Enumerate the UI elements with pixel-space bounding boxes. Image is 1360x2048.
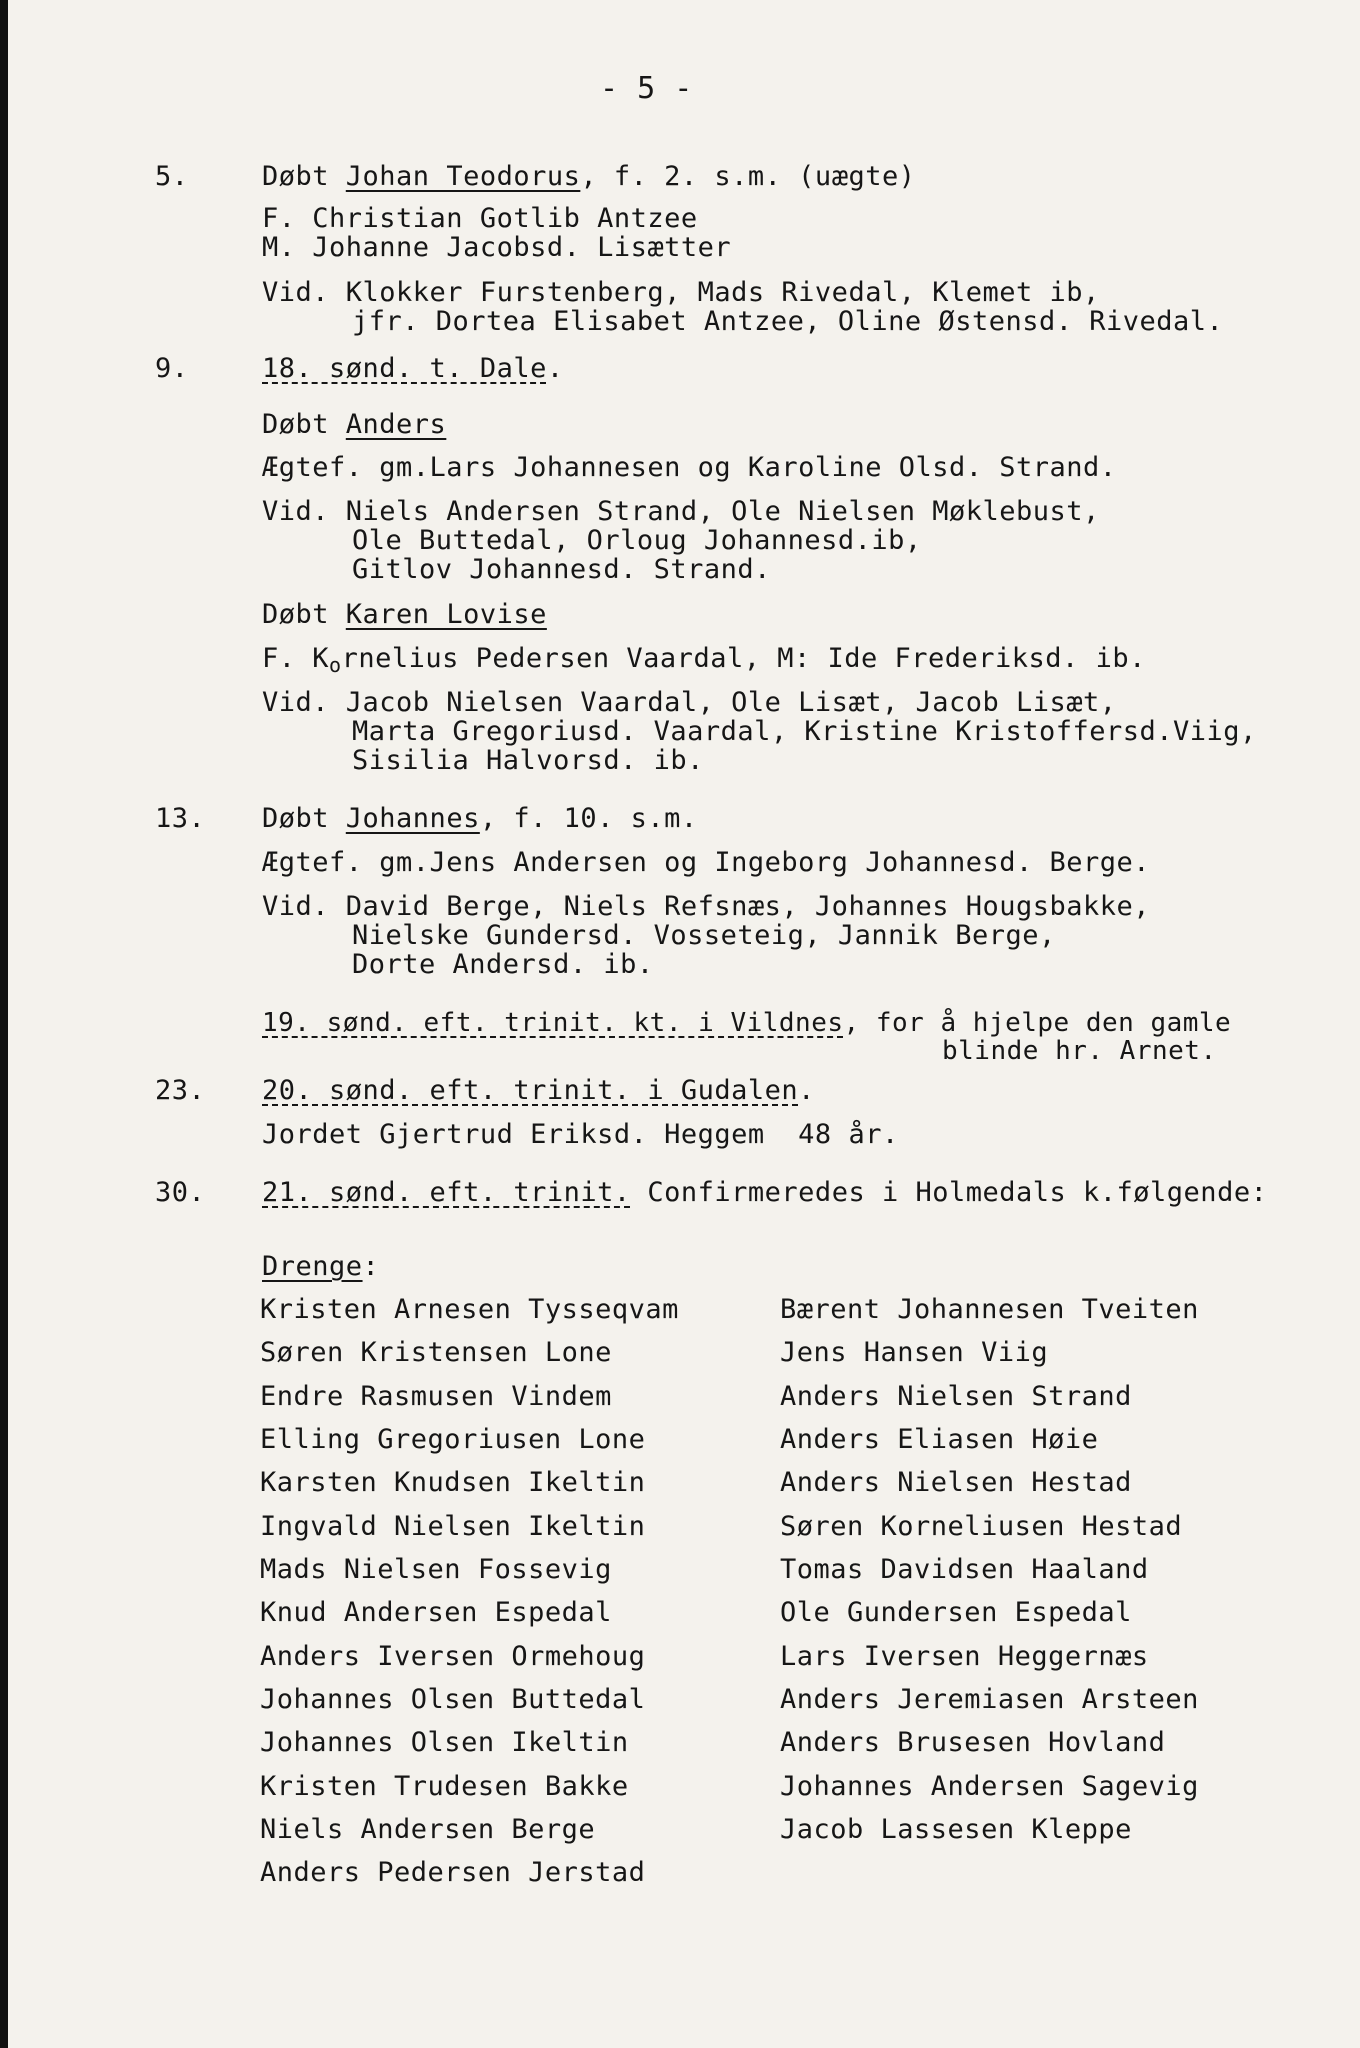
entry-9b-witnesses-3: Sisilia Halvorsd. ib. — [352, 745, 704, 776]
boy-left: Kristen Trudesen Bakke — [260, 1771, 629, 1802]
parents-part-a: F. K — [262, 643, 330, 674]
entry-19-line-1 — [262, 1008, 1231, 1038]
boy-right: Bærent Johannesen Tveiten — [780, 1294, 1199, 1325]
parents-part-b: rnelius Pedersen Vaardal, M: Ide Frederiksd. ib. — [341, 643, 1146, 674]
baptism-label: Døbt — [262, 599, 346, 630]
boys-heading-text: Drenge — [262, 1251, 363, 1282]
sunday-heading: 18. sønd. t. Dale — [262, 353, 547, 384]
entry-23-burial: Jordet Gjertrud Eriksd. Heggem 48 år. — [262, 1119, 899, 1150]
child-name: Anders — [345, 409, 447, 440]
boys-heading — [262, 1252, 379, 1282]
entry-9b-witnesses-1: Vid. Jacob Nielsen Vaardal, Ole Lisæt, Jacob Lisæt, — [262, 687, 1117, 718]
boy-left: Johannes Olsen Ikeltin — [260, 1727, 629, 1758]
note: , for å hjelpe den gamle — [843, 1008, 1232, 1038]
boy-right: Jens Hansen Viig — [780, 1337, 1049, 1368]
entry-9a-witnesses-3: Gitlov Johannesd. Strand. — [352, 554, 771, 585]
boy-left: Anders Iversen Ormehoug — [260, 1641, 646, 1672]
entry-5-witnesses-2: jfr. Dortea Elisabet Antzee, Oline Østensd. Rivedal. — [352, 306, 1224, 337]
entry-13-witnesses-3: Dorte Andersd. ib. — [352, 949, 654, 980]
boy-right: Søren Korneliusen Hestad — [780, 1511, 1183, 1542]
boy-right: Ole Gundersen Espedal — [780, 1597, 1132, 1628]
entry-5-line-1 — [262, 162, 915, 192]
entry-13-day: 13. — [155, 803, 206, 834]
boy-left: Knud Andersen Espedal — [260, 1597, 612, 1628]
entry-23-heading — [262, 1076, 815, 1106]
boy-left: Anders Pedersen Jerstad — [260, 1857, 646, 1888]
entry-30-day: 30. — [155, 1177, 206, 1208]
sunday-heading: 19. sønd. eft. trinit. kt. i Vildnes — [262, 1008, 844, 1038]
sunday-heading: 20. sønd. eft. trinit. i Gudalen — [262, 1075, 799, 1106]
baptism-label: Døbt — [262, 803, 346, 834]
boy-left: Søren Kristensen Lone — [260, 1337, 612, 1368]
boy-right: Anders Brusesen Hovland — [780, 1727, 1166, 1758]
boy-left: Mads Nielsen Fossevig — [260, 1554, 612, 1585]
birth-info: , f. 10. s.m. — [479, 803, 698, 834]
boy-right: Anders Nielsen Strand — [780, 1381, 1132, 1412]
entry-9a-witnesses-2: Ole Buttedal, Orloug Johannesd.ib, — [352, 525, 922, 556]
parents-subscript: o — [329, 653, 342, 677]
boy-left: Kristen Arnesen Tysseqvam — [260, 1294, 679, 1325]
entry-13-witnesses-2: Nielske Gundersd. Vosseteig, Jannik Berge, — [352, 920, 1056, 951]
boy-right: Anders Eliasen Høie — [780, 1424, 1099, 1455]
boy-left: Elling Gregoriusen Lone — [260, 1424, 646, 1455]
boy-right: Johannes Andersen Sagevig — [780, 1771, 1199, 1802]
entry-9b-parents — [262, 644, 1146, 675]
sunday-heading: 21. sønd. eft. trinit. — [262, 1177, 631, 1208]
entry-13-parents: Ægtef. gm.Jens Andersen og Ingeborg Johannesd. Berge. — [262, 847, 1151, 878]
entry-13-line-1 — [262, 804, 698, 834]
boy-right: Anders Nielsen Hestad — [780, 1467, 1132, 1498]
entry-9a-line-1 — [262, 410, 446, 440]
entry-5-father: F. Christian Gotlib Antzee — [262, 203, 698, 234]
heading-end: . — [798, 1075, 815, 1106]
birth-info: , f. 2. s.m. (uægte) — [580, 161, 916, 192]
entry-19-line-2: blinde hr. Arnet. — [942, 1036, 1217, 1066]
boy-right: Lars Iversen Heggernæs — [780, 1641, 1149, 1672]
entry-9a-parents: Ægtef. gm.Lars Johannesen og Karoline Olsd. Strand. — [262, 452, 1117, 483]
entry-5-witnesses-1: Vid. Klokker Furstenberg, Mads Rivedal, Klemet ib, — [262, 277, 1100, 308]
boy-left: Endre Rasmusen Vindem — [260, 1381, 612, 1412]
entry-13-witnesses-1: Vid. David Berge, Niels Refsnæs, Johannes Hougsbakke, — [262, 891, 1151, 922]
entry-5-day: 5. — [155, 161, 189, 192]
entry-9-heading — [262, 354, 564, 384]
entry-30-line-1 — [262, 1178, 1267, 1208]
entry-5-mother: M. Johanne Jacobsd. Lisætter — [262, 232, 732, 263]
boy-left: Johannes Olsen Buttedal — [260, 1684, 646, 1715]
boy-right: Jacob Lassesen Kleppe — [780, 1814, 1132, 1845]
entry-9b-witnesses-2: Marta Gregoriusd. Vaardal, Kristine Kristoffersd.Viig, — [352, 716, 1257, 747]
child-name: Karen Lovise — [345, 599, 547, 630]
entry-23-day: 23. — [155, 1075, 206, 1106]
child-name: Johan Teodorus — [345, 161, 581, 192]
baptism-label: Døbt — [262, 409, 346, 440]
boy-right: Tomas Davidsen Haaland — [780, 1554, 1149, 1585]
entry-9-day: 9. — [155, 353, 189, 384]
heading-end: . — [546, 353, 564, 384]
baptism-label: Døbt — [262, 161, 346, 192]
boy-left: Karsten Knudsen Ikeltin — [260, 1467, 646, 1498]
child-name: Johannes — [345, 803, 480, 834]
boy-right: Anders Jeremiasen Arsteen — [780, 1684, 1199, 1715]
page-edge — [0, 0, 8, 2048]
confirmation-note: Confirmeredes i Holmedals k.følgende: — [630, 1177, 1268, 1208]
boy-left: Ingvald Nielsen Ikeltin — [260, 1511, 646, 1542]
entry-9b-line-1 — [262, 600, 547, 630]
page-number: - 5 - — [600, 71, 693, 106]
heading-end: : — [362, 1251, 380, 1282]
entry-9a-witnesses-1: Vid. Niels Andersen Strand, Ole Nielsen Møklebust, — [262, 496, 1100, 527]
boy-left: Niels Andersen Berge — [260, 1814, 596, 1845]
